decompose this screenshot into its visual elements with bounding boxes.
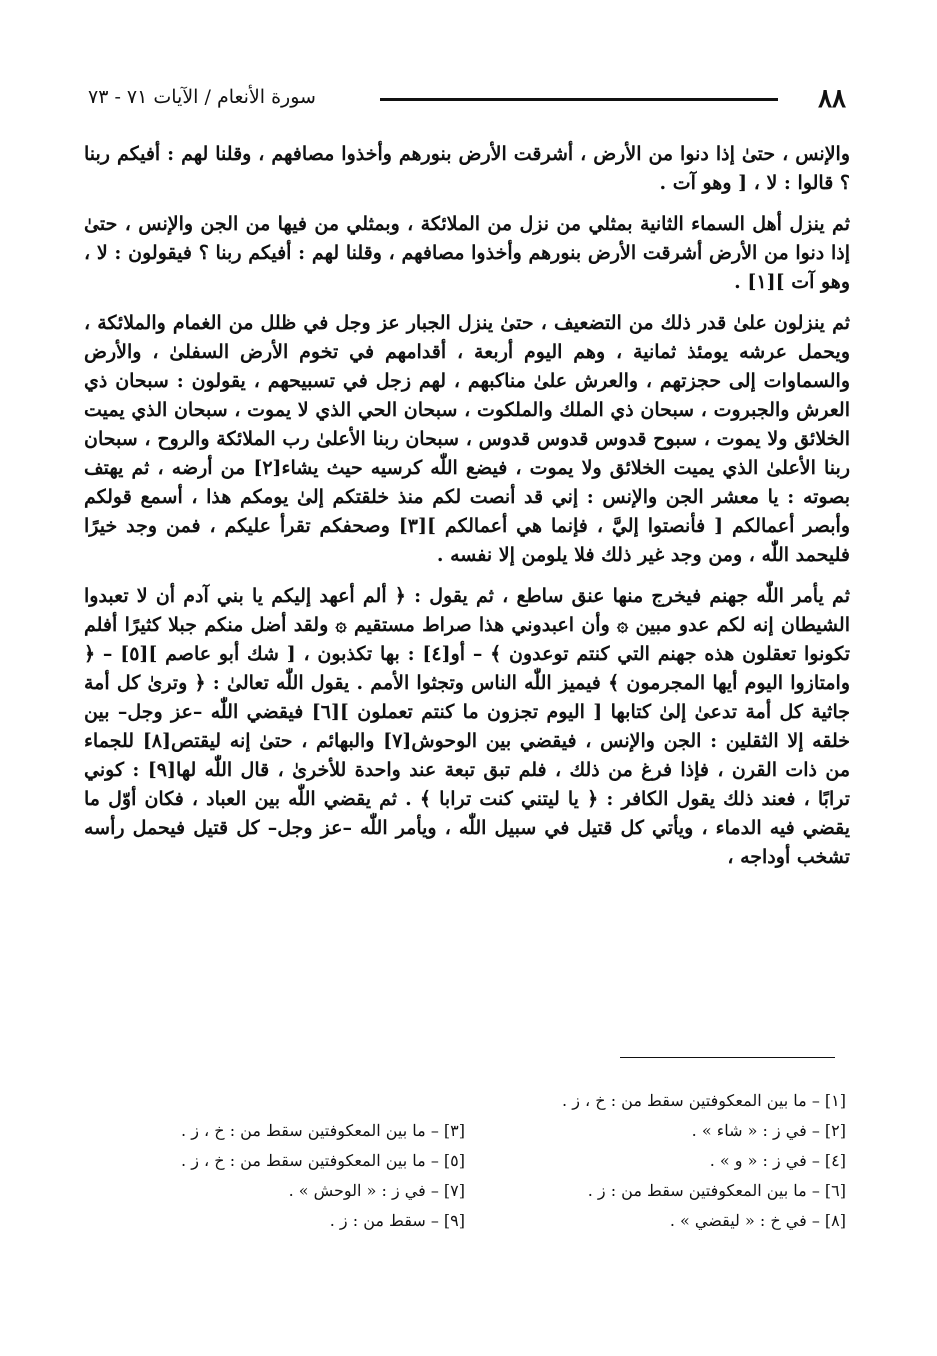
footnotes: [84, 1086, 846, 1236]
paragraph: ثم يأمر اللّٰه جهنم فيخرج منها عنق ساطع ، ثم يقول : ﴿ ألم أعهد إليكم يا بني آدم أن لا تعبدوا الشيطان إنه لكم عدو مبين ۞ وأن اعبدوني هذا صراط مستقيم ۞ ولقد أضل منكم جبلا كثيرًا أفلم تكونوا تعقلون هذه جهنم التي كنتم توعدون ﴾ – أو[٤] : بها تكذبون ، [ شك أبو عاصم ][٥] – ﴿ وامتازوا اليوم أيها المجرمون ﴾ فيميز اللّٰه الناس وتجثوا الأمم . يقول اللّٰه تعالىٰ : ﴿ وترىٰ كل أمة جاثية كل أمة تدعىٰ إلىٰ كتابها [ اليوم تجزون ما كنتم تعملون ][٦] فيقضي اللّٰه –عز وجل– بين خلقه إلا الثقلين : الجن والإنس ، فيقضي بين الوحوش[٧] والبهائم ، حتىٰ إنه ليقتص[٨] للجماء من ذات القرن ، فإذا فرغ من ذلك ، فلم تبق تبعة عند واحدة للأخرىٰ ، قال اللّٰه لها[٩] : كوني ترابًا ، فعند ذلك يقول الكافر : ﴿ يا ليتني كنت ترابا ﴾ . ثم يقضي اللّٰه بين العباد ، فكان أوّل ما يقضي فيه الدماء ، ويأتي كل قتيل في سبيل اللّٰه ، ويأمر اللّٰه –عز وجل– كل قتيل فيحمل رأسه تشخب أوداجه ،: [84, 585, 851, 868]
main-text: [84, 140, 850, 884]
footnote-row: [84, 1206, 846, 1236]
footnote: [٤] – في ز : « و » .: [709, 1151, 846, 1170]
footnote: [١] – ما بين المعكوفتين سقط من : خ ، ز .: [562, 1091, 846, 1110]
footnote: [٧] – في ز : « الوحش » .: [288, 1181, 465, 1200]
footnote-row: [84, 1146, 846, 1176]
footnote: [٦] – ما بين المعكوفتين سقط من : ز .: [587, 1181, 846, 1200]
footnote: [٨] – في خ : « ليقضي » .: [669, 1211, 846, 1230]
page-number: ٨٨: [818, 84, 846, 114]
paragraph: والإنس ، حتىٰ إذا دنوا من الأرض ، أشرقت الأرض بنورهم وأخذوا مصافهم ، وقلنا لهم : أفيكم ربنا ؟ قالوا : لا ، [ وهو آت .: [84, 143, 850, 194]
footnote: [٣] – ما بين المعكوفتين سقط من : خ ، ز .: [181, 1121, 465, 1140]
footnote: [٢] – في ز : « شاء » .: [691, 1121, 846, 1140]
footnote-row: [84, 1086, 846, 1116]
running-title: سورة الأنعام / الآيات ٧١ - ٧٣: [88, 86, 316, 108]
header-rule: [380, 98, 778, 101]
footnote-separator: [620, 1057, 835, 1058]
paragraph: ثم ينزل أهل السماء الثانية بمثلي من نزل من الملائكة ، وبمثلي من فيها من الجن والإنس ، حتىٰ إذا دنوا من الأرض أشرقت الأرض بنورهم وأخذوا مصافهم ، وقلنا لهم : أفيكم ربنا ؟ فيقولون : لا ، وهو آت ][١] .: [84, 213, 850, 293]
footnote: [84, 1086, 465, 1116]
footnote: [٩] – سقط من : ز .: [329, 1211, 465, 1230]
footnote: [٥] – ما بين المعكوفتين سقط من : خ ، ز .: [181, 1151, 465, 1170]
footnote-row: [84, 1116, 846, 1146]
paragraph: ثم ينزلون علىٰ قدر ذلك من التضعيف ، حتىٰ ينزل الجبار عز وجل في ظلل من الغمام والملائكة ، ويحمل عرشه يومئذ ثمانية ، وهم اليوم أربعة ، أقدامهم في تخوم الأرض السفلىٰ ، والأرض والسماوات إلى حجزتهم ، والعرش علىٰ مناكبهم ، لهم زجل في تسبيحهم ، يقولون : سبحان ذي العرش والجبروت ، سبحان ذي الملك والملكوت ، سبحان الحي الذي لا يموت ، سبحان الذي يميت الخلائق ولا يموت ، سبوح قدوس قدوس قدوس ، سبحان ربنا الأعلىٰ رب الملائكة والروح ، سبحان ربنا الأعلىٰ الذي يميت الخلائق ولا يموت ، فيضع اللّٰه كرسيه حيث يشاء[٢] من أرضه ، ثم يهتف بصوته : يا معشر الجن والإنس : إني قد أنصت لكم منذ خلقتكم إلىٰ يومكم هذا ، أسمع قولكم وأبصر أعمالكم [ فأنصتوا إليَّ ، فإنما هي أعمالكم ][٣] وصحفكم تقرأ عليكم ، فمن وجد خيرًا فليحمد اللّٰه ، ومن وجد غير ذلك فلا يلومن إلا نفسه .: [84, 312, 850, 566]
page-header: [88, 84, 846, 118]
footnote-row: [84, 1176, 846, 1206]
